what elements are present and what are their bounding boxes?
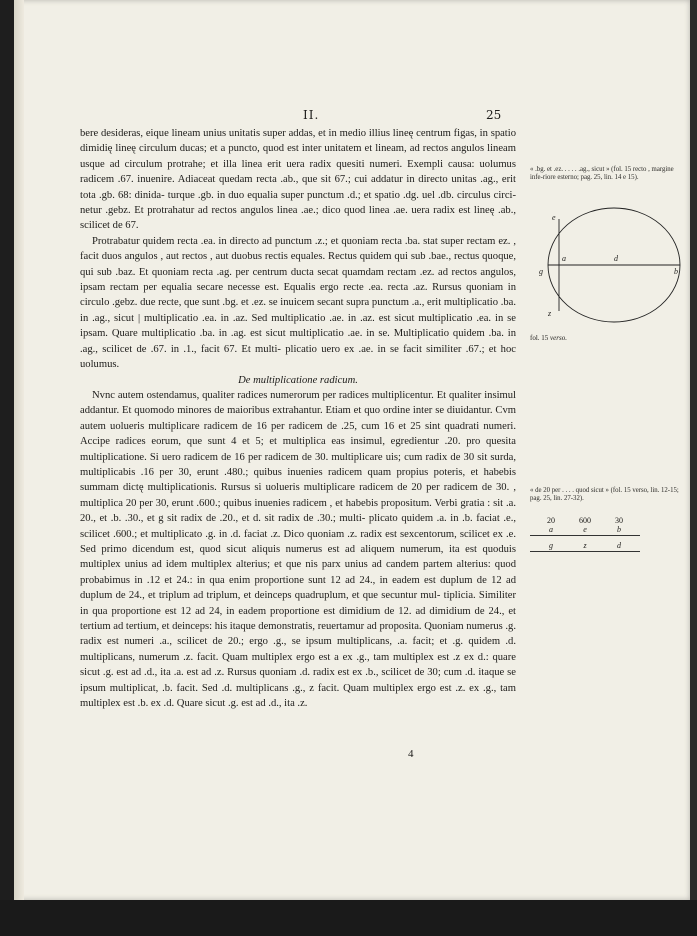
caption-side: verso.: [550, 334, 567, 342]
paragraph-3: [80, 388, 516, 712]
table-cell: d: [617, 541, 621, 550]
text-line: plicatio uero ex .ae. in se facit similiter .67.; et hoc uolumus.: [80, 343, 516, 371]
table-cell: g: [549, 541, 553, 550]
main-text: [80, 126, 516, 711]
multiplication-table: [530, 516, 640, 557]
table-cell: e: [583, 525, 587, 534]
text-line: ergo .g., se ipsum multiplicans, .a. facit; et .g. quidem .d. multiplicans, numerum .z.: [80, 636, 516, 663]
text-line: qualiter insimul addantur. Et quomodo minores de maioribus extrahantur. Etiam et quo: [80, 389, 516, 417]
text-line: stat super rectam ez. , facit duos angulos , aut rectos , aut duobus rectis equales.: [80, 235, 516, 263]
text-line: multiplicatio .ea. in se ipsam. Quare multiplicatio .ba. in .ag. est sicut multiplicatio: [80, 312, 516, 340]
text-line: ergo est .z. ex .g., tam multiplex est .b. ex .d. Quare sicut .g. est ad .d., ita .z.: [80, 682, 516, 710]
text-line: plicato quidem .a. in .b. faciat .e., scilicet .600.; et multiplicato .g. in .d. faciat .z.: [80, 513, 516, 540]
table-cell: 30: [615, 516, 623, 525]
text-line: Dico quoniam .z. radix est sexcentorum, scilicet ex .e. Sed primo dicendum est, quod: [80, 528, 516, 555]
text-line: sicut aliquis numerus est ad aliquem numerum, ita est quoduis multiplex unius ad idem: [80, 543, 517, 571]
table-rule: [530, 535, 640, 536]
caption-folio: fol. 15: [530, 334, 549, 342]
text-line: de 12. ad dimidium de 24., et tertium ad tertium, et deinceps: his itaque demonstratis,: [80, 605, 516, 632]
text-line: et lineam, ad rectos angulos lineam usque ad circulum protrahe; et illa linea erit uera: [80, 143, 516, 170]
text-line: centrum ducta secat quamdam rectam .ez. ad rectos angulos, ipsam rectam per equalia: [80, 266, 516, 294]
text-line: bere desideras, eique lineam unius unitatis super addas, et in medio illius lineę centrum: [80, 128, 454, 139]
table-rule: [530, 551, 640, 552]
paragraph-2: [80, 234, 516, 373]
text-line: itaque se ipsum multiplicat, .b. facit. Sed .d. multiplicans .g., z facit. Quam multiplex: [80, 667, 516, 694]
table-row-letters-bottom: [530, 541, 640, 550]
table-row-letters-top: [530, 525, 640, 534]
margin-note-figure: « .bg. et .ez. . . . . .ag., sicut » (fol. 15 recto , margine infe-riore esterno; pag. 25, lin. 14 e 15).: [530, 166, 674, 181]
text-line: secare necesse est. Equalis ergo recte .ea. recta .az. Rursus quoniam in circulo .gebz.: [80, 282, 516, 309]
table-cell: a: [549, 525, 553, 534]
text-line: multiplica 20 per 30, erunt .600.; quibus inuenies radicem , et habebis propositum.: [80, 497, 435, 509]
table-cell: b: [617, 525, 621, 534]
section-number: II.: [303, 108, 320, 122]
book-page: [14, 0, 690, 900]
signature-mark: 4: [408, 748, 414, 760]
page-gutter: [14, 0, 24, 900]
page-number: 25: [486, 108, 502, 122]
text-line: recta .ab., que sit 67.; cui addatur in directo unitas .ag., erit tota .gb. 68: dinida-: [80, 174, 517, 201]
table-cell: z: [583, 541, 587, 550]
label-e: e: [552, 213, 556, 222]
text-line: multiplicationis. Rursus si uolueris multiplicare radicem de 20 per radicem de 30. ,: [147, 482, 516, 494]
text-line: Verbi gratia : sit .a. 20., et .b. .30., et g sit radix de .20., et d. sit radix de .30.; multi-: [80, 497, 516, 525]
circle-diagram: [529, 205, 689, 335]
scan-border-bottom: [0, 900, 697, 936]
text-line: Nvnc autem ostendamus, qualiter radices numerorum per radices multiplicentur. Et: [92, 389, 449, 401]
text-line: tiplicia. Similiter in qua proportione est 12 ad 24, in eadem proportione est dimidium: [80, 590, 517, 617]
text-line: in .12 et 24.: in qua enim proportione sunt 12 ad 24., in eadem est duplum de 12 ad: [134, 574, 516, 586]
text-line: de .25, cum 16 et 25 sint quadrati numeri. Accipe radices eorum, que sunt 4 et 5; et: [80, 420, 516, 448]
text-line: radix est lineę .ab., scilicet de 67.: [80, 205, 516, 232]
text-line: ordine inter se diuidantur. Cvm autem uolueris multiplicare radicem de 16 per radicem: [80, 405, 516, 432]
table-row-numbers: [530, 516, 640, 525]
section-heading: De multiplicatione radicum.: [238, 374, 358, 386]
figure-caption: [530, 334, 567, 342]
text-line: ad .d., ita .a. est ad .z. Rursus quoniam .d. radix est ex .b., scilicet de 30; cum .d.: [131, 667, 479, 679]
table-cell: 20: [547, 516, 555, 525]
text-line: radix quesiti numeri. Exempli causa: uolumus radicem .67. inuenire. Adiaceat quedam: [80, 158, 516, 186]
table-cell: 600: [579, 516, 591, 525]
text-line: netur .gebz. Et protrahatur ad rectos angulos linea .ae.; dico quod linea .ae. uera: [80, 205, 434, 217]
text-line: facit. Quam multiplex ergo est a ex .g., tam multiplex est .z ex d.: quare sicut .g. est: [80, 651, 516, 679]
text-line: duplum de 24., et triplum ad triplum, et deinceps quadruplum, et que secuntur mul-: [80, 590, 444, 602]
text-line: .ba. in .ag., sicut | multiplicatio .ea. in .az. Sed multiplicatio .ae. in .az. est sicut: [80, 297, 517, 324]
margin-note-table: « de 20 per . . . . quod sicut » (fol. 15 verso, lin. 12-15; pag. 25, lin. 27-32).: [530, 487, 679, 502]
text-line: 16 per radicem de 30. multiplicare uis; cum radix de 30 sit surda, multiplicabis .16 per: [80, 451, 516, 478]
text-line: figas, in spatio dimidię lineę circulum ducas; et a puncto, quod est inter unitatem: [80, 128, 516, 155]
label-g: g: [539, 267, 543, 276]
label-b: b: [674, 267, 678, 276]
text-line: turque .gb. in duo equalia super punctum .d.; et spatio .dg. uel .db. circulus circi-: [167, 189, 516, 201]
text-line: Protrabatur quidem recta .ea. in directo ad punctum .z.; et quoniam recta .ba.: [92, 235, 424, 247]
text-line: Rectus quidem qui sub .bae., rectus quoque, qui sub .baz. Et quoniam recta .ag. per: [80, 251, 517, 278]
text-line: multiplica eas insimul, egredientur .20. pro quesita multiplicatione. Si uero radicem de: [80, 436, 517, 463]
text-line: multiplex alterius; et que nis parx unius ad candem partem alterius: quod probabimus: [80, 559, 516, 586]
text-line: 30, erunt .480.; quibus inuenies radicem quam propius poteris, et habebis summam dictę: [80, 466, 516, 494]
scan-border-left: [0, 0, 14, 936]
text-line: .ae. in se. Multiplicatio quidem .ba. in .ag., scilicet de .67. in .1., facit 67. Et multi-: [80, 328, 516, 355]
label-z: z: [548, 309, 552, 318]
label-d: d: [614, 254, 618, 263]
text-line: due recte, que sunt .bg. et .ez. se inuicem secant supra punctum .a., erit multiplicatio: [140, 297, 501, 309]
label-a: a: [562, 254, 566, 263]
text-line: reuertamur ad proposita. Quoniam numerus .g. radix est numeri .a., scilicet de 20.;: [80, 621, 517, 648]
paragraph-1: [80, 126, 516, 234]
